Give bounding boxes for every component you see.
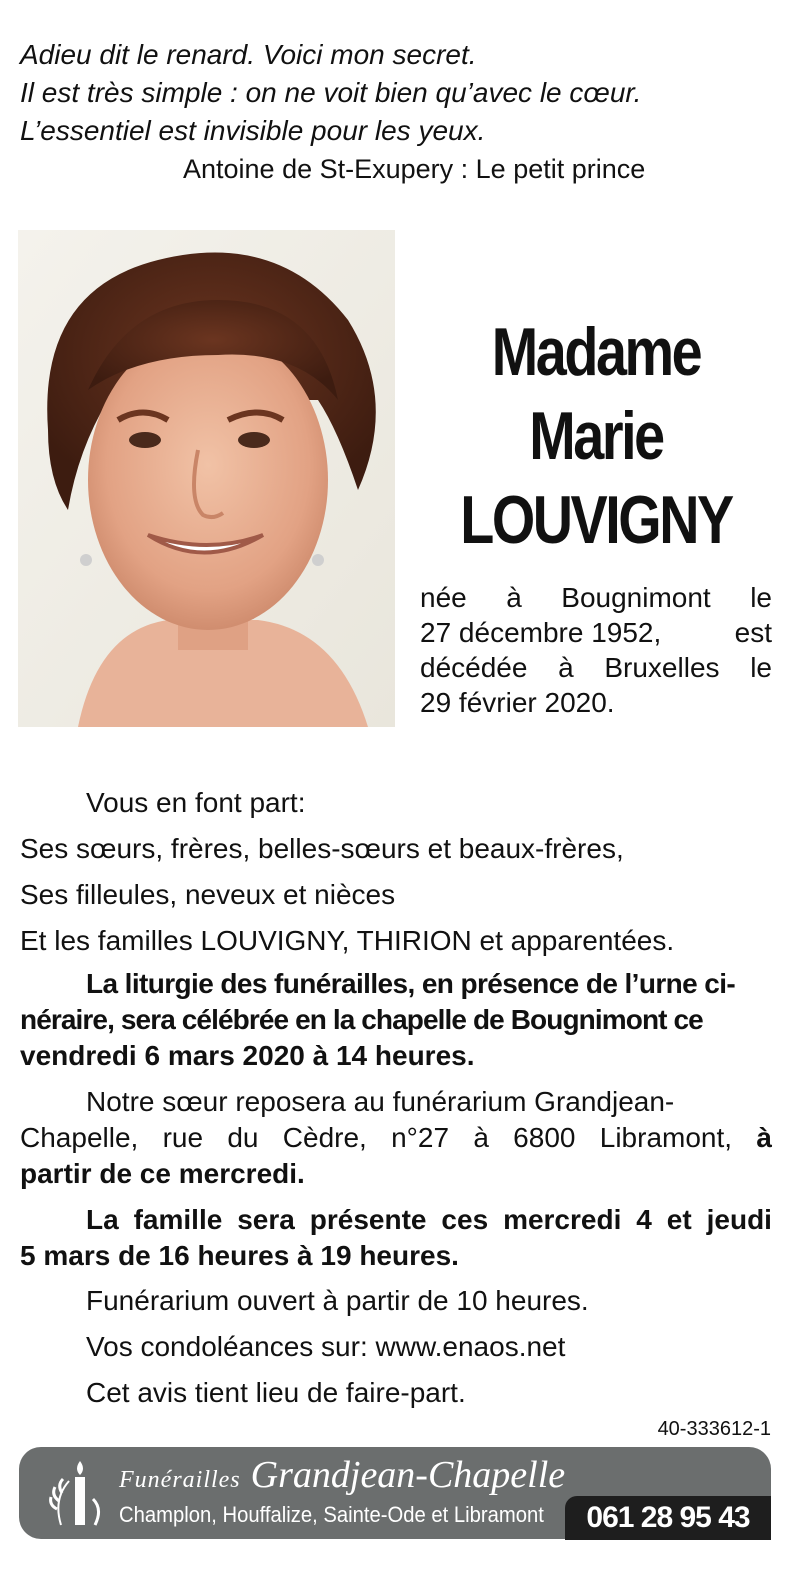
word: 4 xyxy=(636,1204,652,1235)
word: Cèdre, xyxy=(282,1122,367,1153)
portrait-photo xyxy=(18,230,395,727)
announcement-body xyxy=(20,780,772,1416)
rest-paragraph xyxy=(20,1084,772,1192)
liturgy-line: vendredi 6 mars 2020 à 14 heures. xyxy=(20,1040,475,1071)
word: et xyxy=(666,1204,692,1235)
word: à xyxy=(558,652,574,683)
phone-number: 061 28 95 43 xyxy=(565,1496,771,1540)
rest-line: Notre sœur reposera au funérarium Grandjean- xyxy=(86,1086,675,1117)
quote-author: Antoine de St-Exupery : Le petit prince xyxy=(183,154,646,184)
word: Chapelle, xyxy=(20,1122,139,1153)
candle-wheat-icon xyxy=(31,1459,111,1531)
word: le xyxy=(750,652,772,683)
word: à xyxy=(506,582,522,613)
word: née xyxy=(420,582,467,613)
word: jeudi xyxy=(706,1204,772,1235)
brand-name: Grandjean-Chapelle xyxy=(250,1454,566,1496)
reference-number: 40-333612-1 xyxy=(657,1418,771,1440)
presence-line xyxy=(20,1202,772,1238)
notice-line: Cet avis tient lieu de faire-part. xyxy=(86,1377,466,1408)
rest-line: partir de ce mercredi. xyxy=(20,1158,305,1189)
death-line-1 xyxy=(420,650,772,685)
presence-line: 5 mars de 16 heures à 19 heures. xyxy=(20,1240,459,1271)
word: à xyxy=(473,1122,489,1153)
word: n°27 xyxy=(391,1122,450,1153)
liturgy-paragraph xyxy=(20,966,772,1074)
opening-hours: Funérarium ouvert à partir de 10 heures. xyxy=(86,1285,589,1316)
announce-family: Ses filleules, neveux et nièces xyxy=(20,879,396,910)
funeral-home-name xyxy=(119,1453,565,1497)
word: ces xyxy=(441,1204,489,1235)
word: Bougnimont xyxy=(561,582,711,613)
word: mercredi xyxy=(503,1204,622,1235)
word: Bruxelles xyxy=(604,652,720,683)
announce-family: Et les familles LOUVIGNY, THIRION et apparentées. xyxy=(20,925,675,956)
word: 29 février 2020. xyxy=(420,687,615,718)
announce-intro: Vous en font part: xyxy=(86,787,306,818)
word: 6800 xyxy=(513,1122,576,1153)
quote-line: L’essentiel est invisible pour les yeux. xyxy=(20,115,486,146)
deceased-name xyxy=(452,310,741,562)
funeral-home-locations: Champlon, Houffalize, Sainte-Ode et Libramont xyxy=(119,1502,544,1527)
word: 27 décembre 1952, xyxy=(420,617,662,648)
word: rue xyxy=(162,1122,204,1153)
deceased-last-name: LOUVIGNY xyxy=(460,482,732,558)
quote-line: Il est très simple : on ne voit bien qu’avec le cœur. xyxy=(20,77,642,108)
word: Libramont, xyxy=(599,1122,733,1153)
deceased-title: Madame xyxy=(491,314,701,390)
condolences-line: Vos condoléances sur: www.enaos.net xyxy=(86,1331,566,1362)
presence-paragraph xyxy=(20,1202,772,1274)
word: décédée xyxy=(420,652,528,683)
death-line-2 xyxy=(420,685,772,720)
word: présente xyxy=(309,1204,427,1235)
quote-line: Adieu dit le renard. Voici mon secret. xyxy=(20,39,477,70)
deceased-first-name: Marie xyxy=(529,398,663,474)
word: est xyxy=(734,617,772,648)
quote-block xyxy=(20,36,780,188)
word: sera xyxy=(237,1204,295,1235)
birth-line-1 xyxy=(420,580,772,615)
rest-line xyxy=(20,1120,772,1156)
brand-prefix: Funérailles xyxy=(119,1467,241,1493)
word: famille xyxy=(133,1204,223,1235)
word: du xyxy=(227,1122,259,1153)
word: La xyxy=(86,1204,119,1235)
announce-family: Ses sœurs, frères, belles-sœurs et beaux-frères, xyxy=(20,833,624,864)
word: le xyxy=(750,582,772,613)
word: à xyxy=(756,1122,772,1153)
liturgy-line: La liturgie des funérailles, en présence de l’urne ci- xyxy=(86,968,736,999)
birth-death-info xyxy=(420,580,772,720)
birth-line-2 xyxy=(420,615,772,650)
liturgy-line: néraire, sera célébrée en la chapelle de Bougnimont ce xyxy=(20,1004,703,1035)
